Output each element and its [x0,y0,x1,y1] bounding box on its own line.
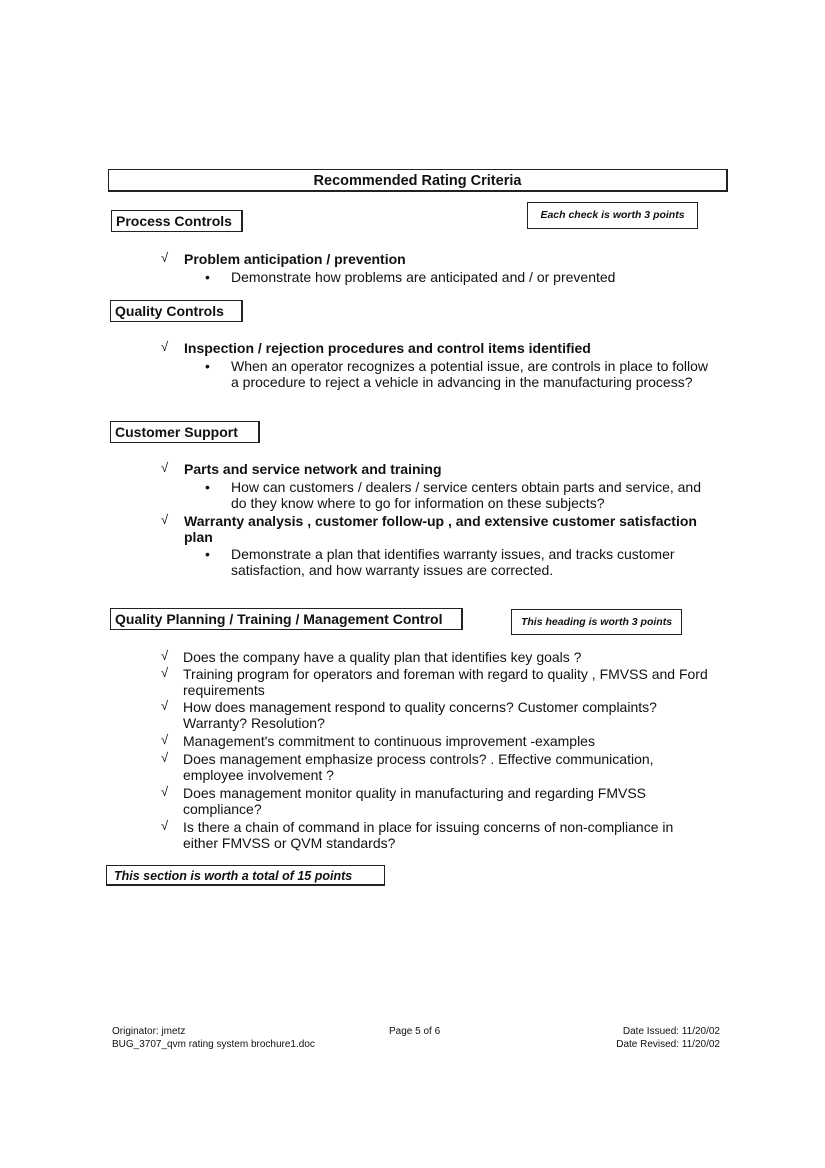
section-total-box: This section is worth a total of 15 points [106,865,385,886]
criteria-detail: Demonstrate a plan that identifies warranty issues, and tracks customer [231,546,675,562]
section-heading-process-controls: Process Controls [111,210,243,232]
section-heading-customer-support: Customer Support [110,421,260,443]
section-heading-quality-planning: Quality Planning / Training / Management Control [110,608,463,630]
note-each-check: Each check is worth 3 points [527,202,698,229]
criteria-item: Inspection / rejection procedures and control items identified [184,340,591,356]
footer-page-number: Page 5 of 6 [389,1026,441,1037]
criteria-item: Warranty analysis , customer follow-up , and extensive customer satisfaction [184,513,697,529]
note-heading-worth: This heading is worth 3 points [511,609,682,635]
question-item: Training program for operators and foreman with regard to quality , FMVSS and Ford [183,666,708,682]
page-title: Recommended Rating Criteria [108,169,728,192]
check-icon: √ [161,648,169,663]
check-icon: √ [161,250,169,265]
question-item: Management's commitment to continuous improvement -examples [183,733,595,749]
question-item: compliance? [183,801,262,817]
question-item: Does the company have a quality plan that identifies key goals ? [183,649,582,665]
question-item: Is there a chain of command in place for issuing concerns of non-compliance in [183,819,674,835]
question-item: Warranty? Resolution? [183,715,325,731]
criteria-item: plan [184,529,213,545]
check-icon: √ [161,784,169,799]
bullet-icon: • [205,358,210,374]
criteria-detail: When an operator recognizes a potential issue, are controls in place to follow [231,358,709,374]
check-icon: √ [161,750,169,765]
check-icon: √ [161,460,169,475]
criteria-detail: do they know where to go for information on these subjects? [231,495,605,511]
criteria-detail: satisfaction, and how warranty issues are corrected. [231,562,554,578]
check-icon: √ [161,339,169,354]
question-item: employee involvement ? [183,767,334,783]
section-heading-quality-controls: Quality Controls [110,300,243,322]
criteria-detail: a procedure to reject a vehicle in advancing in the manufacturing process? [231,374,693,390]
bullet-icon: • [205,269,210,285]
footer-date-revised: Date Revised: 11/20/02 [616,1039,720,1050]
criteria-detail: Demonstrate how problems are anticipated and / or prevented [231,269,616,285]
check-icon: √ [161,665,169,680]
question-item: Does management emphasize process controls? . Effective communication, [183,751,654,767]
check-icon: √ [161,698,169,713]
question-item: either FMVSS or QVM standards? [183,835,396,851]
question-item: Does management monitor quality in manufacturing and regarding FMVSS [183,785,647,801]
footer-date-issued: Date Issued: 11/20/02 [622,1026,720,1037]
criteria-detail: How can customers / dealers / service centers obtain parts and service, and [231,479,701,495]
bullet-icon: • [205,479,210,495]
footer-originator: Originator: jmetz [112,1026,186,1037]
footer-document-name: BUG_3707_qvm rating system brochure1.doc [112,1039,315,1050]
check-icon: √ [161,732,169,747]
question-item: requirements [183,682,265,698]
check-icon: √ [161,512,169,527]
question-item: How does management respond to quality concerns? Customer complaints? [183,699,657,715]
check-icon: √ [161,818,169,833]
criteria-item: Problem anticipation / prevention [184,251,406,267]
bullet-icon: • [205,546,210,562]
criteria-item: Parts and service network and training [184,461,442,477]
